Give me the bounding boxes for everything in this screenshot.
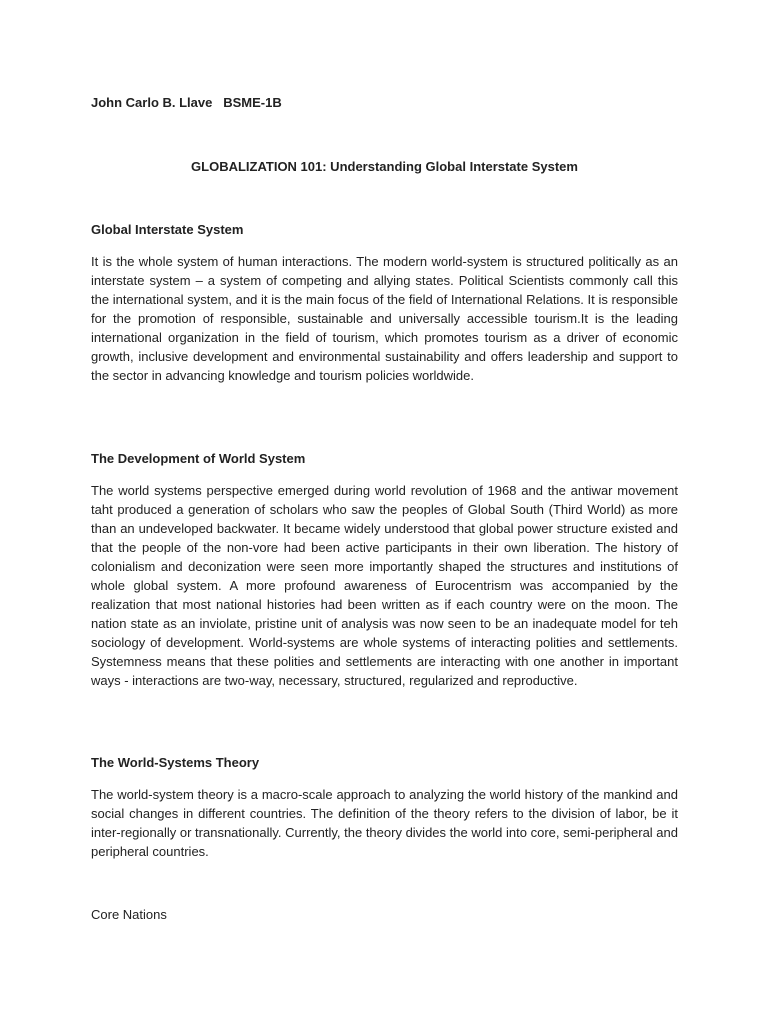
section-heading-core-nations: Core Nations xyxy=(91,907,167,922)
section-body-development-of-world-system: The world systems perspective emerged during world revolution of 1968 and the antiwar movement taht produced a generation of scholars who saw the peoples of Global South (Third World) as more than an undeveloped backwater. It became widely understood that global power structure existed and that the people of the non-vore had been active participants in their own liberation. The history of colonialism and deconization were seen more importantly shaped the structures and institutions of whole global system. A more profound awareness of Eurocentrism was accompanied by the realization that most national histories had been written as if each country were on the moon. The nation state as an inviolate, pristine unit of analysis was now seen to be an inadequate model for teh sociology of development. World-systems are whole systems of interacting polities and settlements. Systemness means that these polities and settlements are interacting with one another in important ways - interactions are two-way, necessary, structured, regularized and reproductive. xyxy=(91,483,678,689)
section-body-global-interstate-system: It is the whole system of human interactions. The modern world-system is structured politically as an interstate system – a system of competing and allying states. Political Scientists commonly call this the international system, and it is the main focus of the field of International Relations. It is responsible for the promotion of responsible, sustainable and universally accessible tourism.It is the leading international organization in the field of tourism, which promotes tourism as a driver of economic growth, inclusive development and environmental sustainability and offers leadership and support to the sector in advancing knowledge and tourism policies worldwide. xyxy=(91,254,678,384)
author-line: John Carlo B. Llave BSME-1B xyxy=(91,95,282,110)
document-title: GLOBALIZATION 101: Understanding Global Interstate System xyxy=(191,159,578,174)
section-heading-development-of-world-system: The Development of World System xyxy=(91,451,306,466)
section-heading-global-interstate-system: Global Interstate System xyxy=(91,222,244,237)
section-heading-world-systems-theory: The World-Systems Theory xyxy=(91,755,260,770)
section-body-world-systems-theory: The world-system theory is a macro-scale approach to analyzing the world history of the mankind and social changes in different countries. The definition of the theory refers to the division of labor, be it inter-regionally or transnationally. Currently, the theory divides the world into core, semi-peripheral and peripheral countries. xyxy=(91,787,678,860)
